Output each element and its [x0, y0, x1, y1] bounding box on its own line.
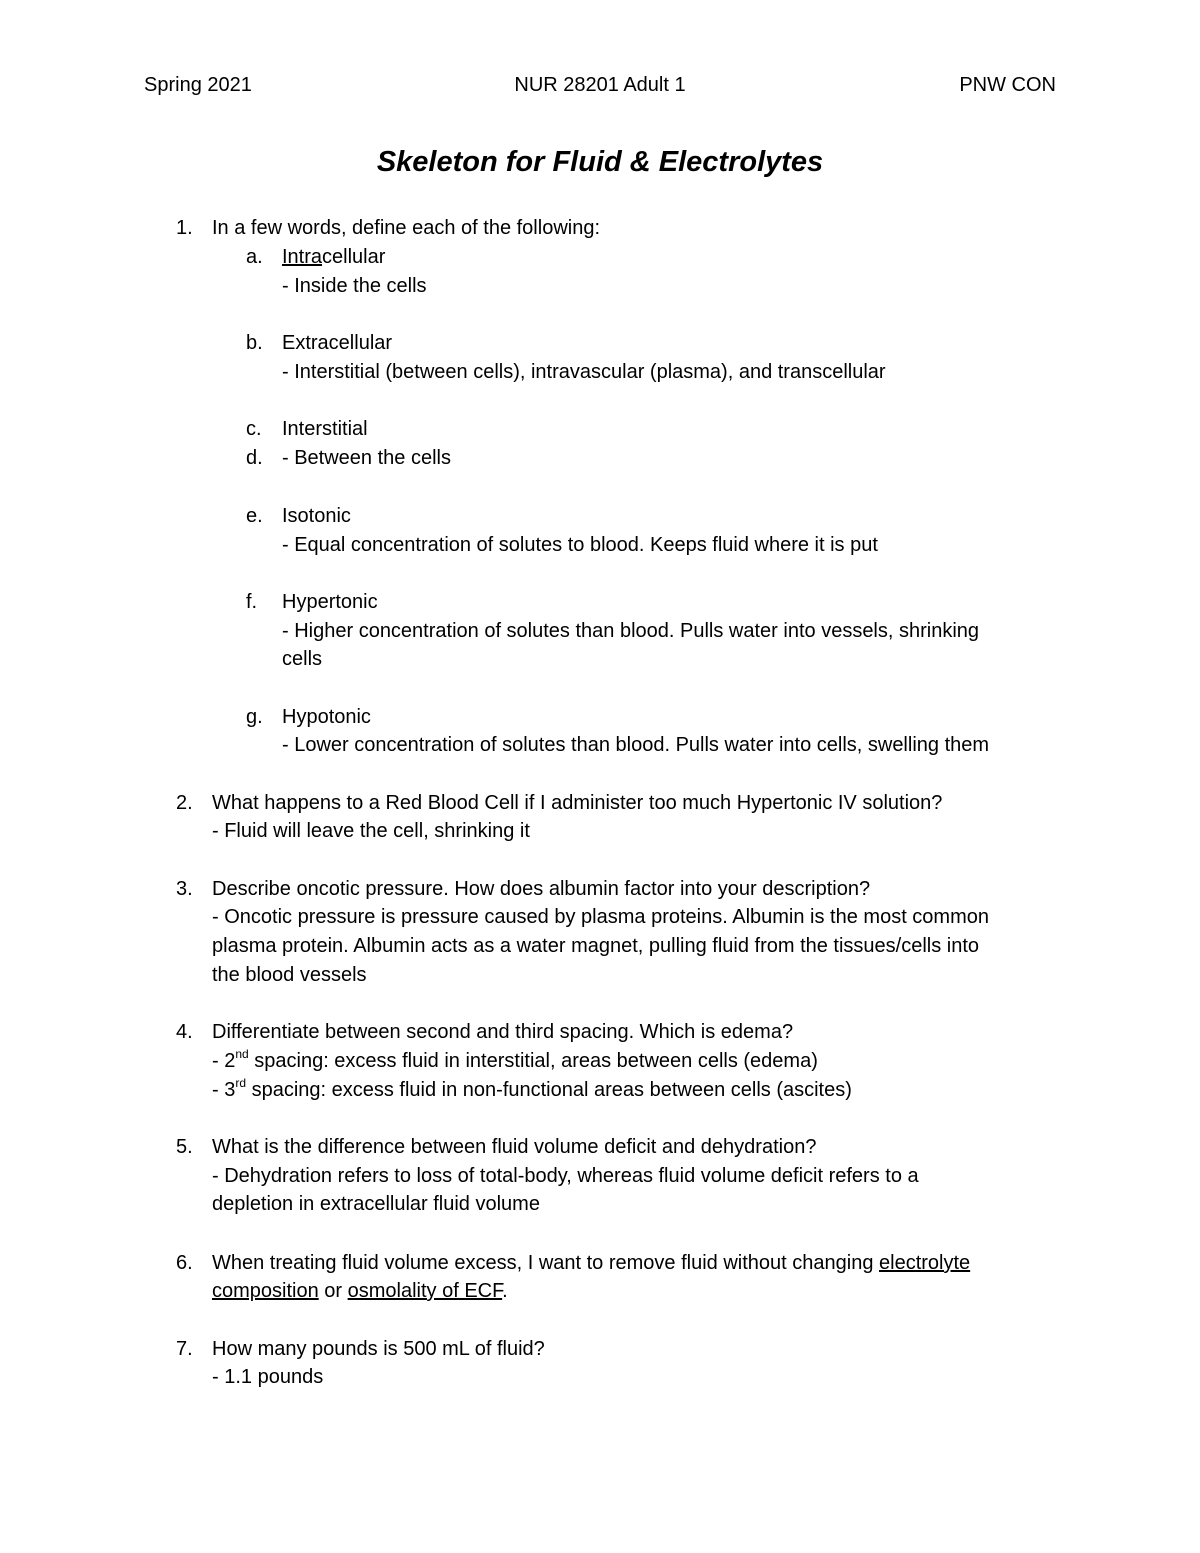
question-3-text: Describe oncotic pressure. How does albumin factor into your description? — [212, 878, 871, 900]
answer-2: - Fluid will leave the cell, shrinking it — [212, 820, 530, 842]
answer-1b: - Interstitial (between cells), intravascular (plasma), and transcellular — [282, 361, 886, 383]
term-interstitial: Interstitial — [282, 418, 368, 440]
answer-5-line2: depletion in extracellular fluid volume — [212, 1193, 540, 1215]
answer-1e: - Equal concentration of solutes to blood. Keeps fluid where it is put — [282, 534, 878, 556]
page-title: Skeleton for Fluid & Electrolytes — [376, 146, 824, 178]
term-isotonic: Isotonic — [282, 505, 351, 527]
question-6-line1: When treating fluid volume excess, I want to remove fluid without changing electrolyte — [212, 1252, 971, 1274]
header-school: PNW CON — [959, 74, 1056, 96]
header-course: NUR 28201 Adult 1 — [514, 74, 686, 96]
question-2-text: What happens to a Red Blood Cell if I administer too much Hypertonic IV solution? — [212, 792, 943, 814]
header-semester: Spring 2021 — [144, 74, 252, 96]
answer-1f-line1: - Higher concentration of solutes than blood. Pulls water into vessels, shrinking — [282, 620, 980, 642]
underlined-electrolyte: electrolyte — [879, 1252, 971, 1274]
answer-3-line1: - Oncotic pressure is pressure caused by plasma proteins. Albumin is the most common — [212, 906, 989, 928]
answer-3-line3: the blood vessels — [212, 964, 367, 986]
underlined-osmolality: osmolality of ECF — [347, 1280, 503, 1302]
question-4-text: Differentiate between second and third spacing. Which is edema? — [212, 1021, 794, 1043]
answer-1a: - Inside the cells — [282, 275, 427, 297]
answer-1g: - Lower concentration of solutes than blood. Pulls water into cells, swelling them — [282, 734, 990, 756]
term-intracellular: Intracellular — [282, 246, 386, 268]
question-number: 1. — [176, 217, 193, 239]
answer-4-line1: - 2nd spacing: excess fluid in interstitial, areas between cells (edema) — [212, 1047, 818, 1072]
question-5-text: What is the difference between fluid volume deficit and dehydration? — [212, 1136, 817, 1158]
underlined-composition: composition — [212, 1280, 319, 1302]
document-page: Spring 2021 NUR 28201 Adult 1 PNW CON Skeleton for Fluid & Electrolytes 1. In a few words, define each of the following: a. Intracellular - Inside the cells b. Extracellular - Interstitial (between cells), intravascular (plasma), and transcellular c. Interstitial d. - Between the cells e. Isotonic - Equal concentration of solutes to blood. Keeps fluid where it is put f. Hypertonic - Higher concentration of solutes than blood. Pulls water into vessels, shrinking cells g. Hypotonic - Lower concentration of solutes than blood. Pulls water into cells, swelling them 2. What happens to a Red Blood Cell if I administer too much Hypertonic IV solution? - Fluid will leave the cell, shrinking it 3. Describe oncotic pressure. How does albumin factor into your description? - Oncotic pressure is pressure caused by plasma proteins. Albumin is the most common plasma protein. Albumin acts as a water magnet, pulling fluid from the tissues/cells into the blood vessels 4. Differentiate between second and third spacing. Which is edema? - 2nd spacing: excess fluid in interstitial, areas between cells (edema) - 3rd spacing: excess fluid in non-functional areas between cells (ascites) 5. What is the difference between fluid volume deficit and dehydration? - Dehydration refers to loss of total-body, whereas fluid volume deficit refers to a depletion in extracellular fluid volume 6. When treating fluid volume excess, I want to remove fluid without changing electrolyte composition or osmolality of ECF. 7. How many pounds is 500 mL of fluid? - 1.1 pounds — [0, 0, 1200, 1553]
answer-7: - 1.1 pounds — [212, 1366, 324, 1388]
term-hypertonic: Hypertonic — [282, 591, 378, 613]
question-1-text: In a few words, define each of the following: — [212, 217, 601, 239]
term-hypotonic: Hypotonic — [282, 706, 371, 728]
answer-5-line1: - Dehydration refers to loss of total-body, whereas fluid volume deficit refers to a — [212, 1165, 919, 1187]
answer-3-line2: plasma protein. Albumin acts as a water magnet, pulling fluid from the tissues/cells into — [212, 935, 980, 957]
question-7-text: How many pounds is 500 mL of fluid? — [212, 1338, 545, 1360]
question-6-line2: composition or osmolality of ECF. — [212, 1280, 508, 1302]
answer-4-line2: - 3rd spacing: excess fluid in non-functional areas between cells (ascites) — [212, 1076, 852, 1101]
page-header — [144, 74, 1056, 100]
term-extracellular: Extracellular — [282, 332, 393, 354]
answer-1f-line2: cells — [282, 648, 323, 670]
answer-1d: - Between the cells — [282, 447, 451, 469]
